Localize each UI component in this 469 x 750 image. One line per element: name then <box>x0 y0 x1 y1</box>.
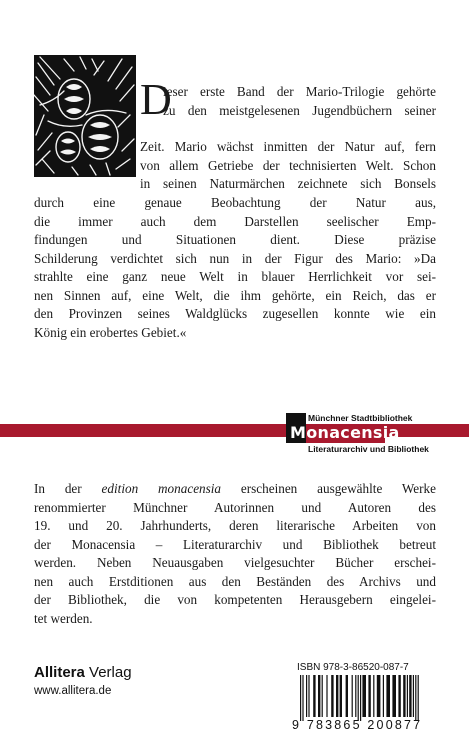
text-line <box>34 517 436 536</box>
publisher-name-rest: Verlag <box>84 664 132 681</box>
publisher-website: www.allitera.de <box>34 685 112 697</box>
monacensia-logo <box>286 413 444 455</box>
text-segment: 19. und 20. Jahrhunderts, deren literarische Arbeiten von <box>34 518 436 533</box>
text-segment: der Bibliothek, die von kompetenten Herausgebern eingelei- <box>34 592 436 607</box>
text-line: die immer auch dem Darstellen seelischer Emp- <box>34 213 436 229</box>
text-line: Schilderung verdichtet sich nun in der Figur des Mario: »Da <box>34 250 436 266</box>
text-line <box>34 480 436 499</box>
text-line: den Provinzen seines Waldglücks zugesellen konnte wie ein <box>34 306 436 321</box>
pine-cone-woodcut-illustration <box>34 55 136 177</box>
text-line: durch eine genaue Beobachtung der Natur aus, <box>34 195 436 210</box>
text-segment: renommierter Münchner Autorinnen und Autoren des <box>34 499 436 515</box>
text-line: zu den meistgelesenen Jugendbüchern seiner <box>163 102 436 118</box>
text-line: strahlte eine ganz neue Welt in blauer Herrlichkeit vor sei- <box>34 269 436 284</box>
text-segment: nen auch Erstditionen aus den Beständen des Archivs und <box>34 573 436 589</box>
text-line <box>34 554 436 573</box>
text-line <box>34 573 436 592</box>
logo-main-text: Monacensia <box>290 423 400 442</box>
text-line: nen Sinnen auf, eine Welt, die ihm gehörte, ein Reich, das er <box>34 287 436 303</box>
barcode-digits: 9 783865 200877 <box>292 718 423 732</box>
text-segment: der Monacensia – Literaturarchiv und Bibliothek betreut <box>34 536 436 552</box>
text-segment: erscheinen ausgewählte Werke <box>221 481 437 496</box>
series-name-italic: edition monacensia <box>101 481 222 496</box>
text-line: in seinen Naturmärchen zeichnete sich Bonsels <box>140 176 436 191</box>
text-line: von allem Getriebe der technisierten Welt. Schon <box>140 157 436 173</box>
barcode <box>296 675 436 723</box>
text-segment: werden. Neben Neuausgaben vielgesuchter Bücher erschei- <box>34 555 436 570</box>
logo-bottom-text: Literaturarchiv und Bibliothek <box>308 444 429 454</box>
logo-top-text: Münchner Stadtbibliothek <box>308 413 413 423</box>
text-line: Zeit. Mario wächst inmitten der Natur auf, fern <box>140 139 436 154</box>
text-segment: In der <box>34 481 102 496</box>
publisher-name-bold: Allitera <box>34 664 85 681</box>
text-line: König ein erobertes Gebiet.« <box>34 324 187 340</box>
text-line <box>34 499 436 518</box>
text-line <box>34 591 436 610</box>
blurb-paragraph-part-1 <box>163 83 436 120</box>
text-line <box>34 536 436 555</box>
isbn-label: ISBN 978-3-86520-087-7 <box>297 662 409 673</box>
blurb-paragraph-part-2 <box>140 138 436 194</box>
text-line: findungen und Situationen dient. Diese präzise <box>34 232 436 247</box>
text-line: ieser erste Band der Mario-Trilogie gehörte <box>163 84 436 99</box>
text-segment: tet werden. <box>34 610 93 626</box>
red-divider-band-left <box>0 424 286 437</box>
publisher-name <box>34 664 132 681</box>
blurb-paragraph-part-3 <box>34 194 436 342</box>
edition-paragraph <box>34 480 436 628</box>
text-line <box>34 610 436 629</box>
drop-cap: D <box>140 75 172 124</box>
